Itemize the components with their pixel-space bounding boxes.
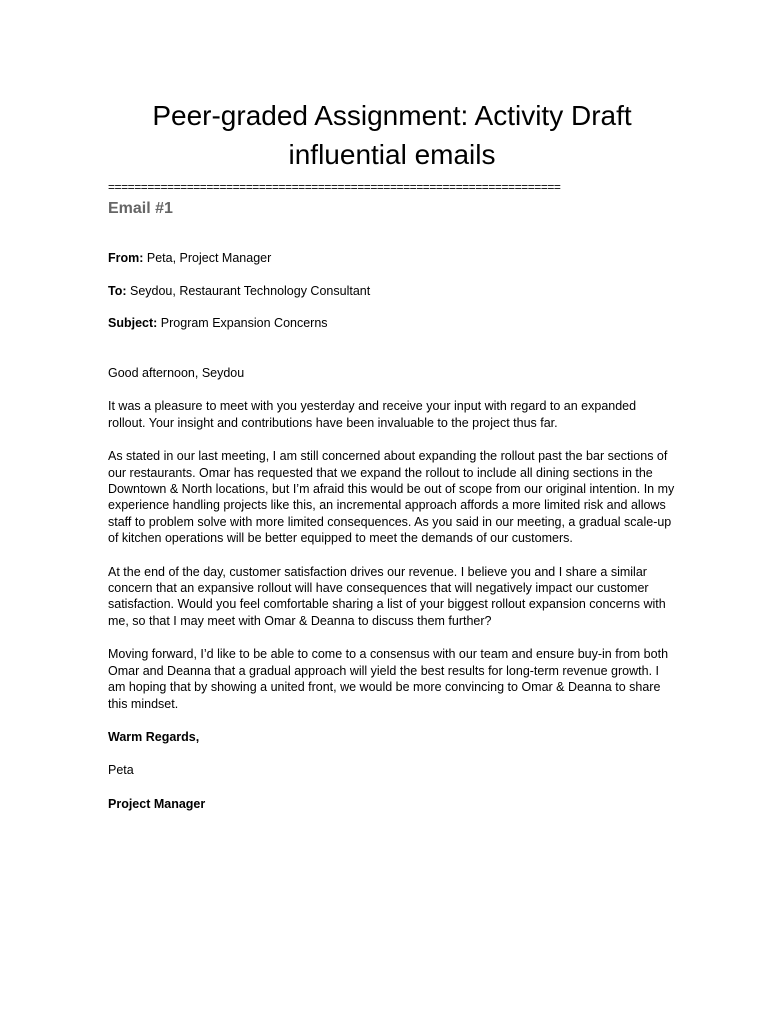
email-paragraph-3: At the end of the day, customer satisfaction drives our revenue. I believe you and I share a similar concern that an expansive rollout will have consequences that will negatively impact our customer satisfaction. Would you feel comfortable sharing a list of your biggest rollout expansion concerns with me, so that I may meet with Omar & Deanna to discuss them further? <box>108 564 666 628</box>
email-paragraph-2: As stated in our last meeting, I am still concerned about expanding the rollout past the bar sections of our restaurants. Omar has requested that we expand the rollout to include all dining sections in the Downtown & North locations, but I’m afraid this would be out of scope from our original intention. In my experience handling projects like this, an incremental approach affords a more limited risk and allows staff to problem solve with more limited consequences. As you said in our meeting, a gradual scale-up of kitchen operations will be better equipped to meet the demands of our customers. <box>108 449 675 546</box>
email-paragraph-4: Moving forward, I’d like to be able to come to a consensus with our team and ensure buy-in from both Omar and Deanna that a gradual approach will yield the best results for long-term revenue growth. I am hoping that by showing a united front, we would be more convincing to Omar & Deanna to share this mindset. <box>108 647 669 711</box>
document-title: Peer-graded Assignment: Activity Draft influential emails <box>152 100 632 170</box>
to-label: To: <box>108 284 127 298</box>
from-label: From: <box>108 251 144 265</box>
sender-name: Peta <box>108 762 134 777</box>
email-paragraph-1: It was a pleasure to meet with you yesterday and receive your input with regard to an expanded rollout. Your insight and contributions have been invaluable to the project thus far. <box>108 399 637 430</box>
from-line <box>108 250 676 266</box>
email-greeting: Good afternoon, Seydou <box>108 366 245 380</box>
separator-line: ===================================================================== <box>108 182 561 192</box>
to-line <box>108 283 676 299</box>
email-heading: Email #1 <box>108 200 173 217</box>
subject-label: Subject: <box>108 316 158 330</box>
to-value: Seydou, Restaurant Technology Consultant <box>126 284 371 298</box>
subject-line <box>108 315 676 331</box>
from-value: Peta, Project Manager <box>143 251 272 265</box>
subject-value: Program Expansion Concerns <box>157 316 328 330</box>
sender-role: Project Manager <box>108 796 206 811</box>
document-page <box>108 0 676 812</box>
email-signoff: Warm Regards, <box>108 729 200 744</box>
